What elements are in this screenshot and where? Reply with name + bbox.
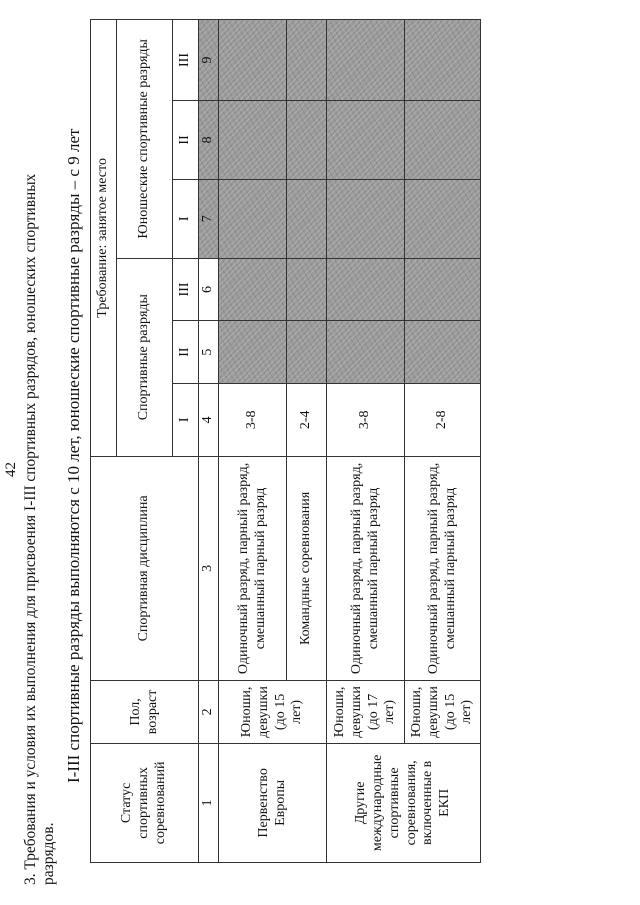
gender-age-cell xyxy=(405,681,481,744)
rank-I-cell: 2-4 xyxy=(287,383,327,456)
discipline-line: Одиночный разряд, парный разряд, xyxy=(235,462,251,675)
shaded-cell xyxy=(327,258,405,321)
shaded-cell xyxy=(327,179,405,258)
subtitle: I-III спортивные разряды выполняются с 10 лет, юношеские спортивные разряды – с 9 лет xyxy=(64,128,83,783)
gender-age-line: (до 15 лет) xyxy=(272,693,305,731)
rank-header: III xyxy=(173,258,199,321)
shaded-cell xyxy=(219,20,287,101)
discipline-cell xyxy=(405,456,481,680)
column-number: 6 xyxy=(199,258,219,321)
header-discipline: Спортивная дисциплина xyxy=(91,456,199,680)
status-cell: Другие международные спортивные соревнования, включенные в ЕКП xyxy=(327,743,481,862)
discipline-line: Одиночный разряд, парный разряд, xyxy=(425,462,441,675)
gender-age-line: девушки xyxy=(255,686,271,738)
header-youth-ranks: Юношеские спортивные разряды xyxy=(117,20,173,259)
gender-age-cell xyxy=(327,681,405,744)
discipline-cell xyxy=(219,456,287,680)
discipline-line: смешанный парный разряд xyxy=(252,487,268,650)
shaded-cell xyxy=(327,100,405,179)
shaded-cell xyxy=(219,258,287,321)
shaded-cell xyxy=(287,258,327,321)
rank-header: I xyxy=(173,383,199,456)
table-row xyxy=(405,20,481,863)
heading-line-1: 3. Требования и условия их выполнения для присвоения I-III спортивных разрядов, юношеских спортивных xyxy=(22,173,39,885)
discipline-cell: Командные соревнования xyxy=(287,456,327,680)
status-cell: Первенство Европы xyxy=(219,743,327,862)
gender-age-cell xyxy=(219,681,327,744)
column-number: 9 xyxy=(199,20,219,101)
header-gender-age: Пол, возраст xyxy=(91,681,199,744)
gender-age-line: (до 17 лет) xyxy=(365,693,398,731)
gender-age-line: (до 15 лет) xyxy=(442,693,475,731)
shaded-cell xyxy=(219,100,287,179)
column-number: 8 xyxy=(199,100,219,179)
column-number: 5 xyxy=(199,321,219,384)
shaded-cell xyxy=(405,100,481,179)
shaded-cell xyxy=(327,321,405,384)
shaded-cell xyxy=(287,179,327,258)
shaded-cell xyxy=(405,258,481,321)
gender-age-line: Юноши, xyxy=(408,686,424,738)
rank-header: III xyxy=(173,20,199,101)
column-number: 3 xyxy=(199,456,219,680)
gender-age-line: Юноши, xyxy=(331,686,347,738)
rank-header: II xyxy=(173,100,199,179)
table-row xyxy=(327,20,405,863)
column-number: 1 xyxy=(199,743,219,862)
column-number: 2 xyxy=(199,681,219,744)
shaded-cell xyxy=(287,321,327,384)
discipline-line: смешанный парный разряд xyxy=(365,487,381,650)
requirements-table xyxy=(90,19,481,863)
column-number: 4 xyxy=(199,383,219,456)
discipline-line: Одиночный разряд, парный разряд, xyxy=(348,462,364,675)
shaded-cell xyxy=(327,20,405,101)
gender-age-line: девушки xyxy=(348,686,364,738)
shaded-cell xyxy=(287,100,327,179)
discipline-cell xyxy=(327,456,405,680)
rank-header: II xyxy=(173,321,199,384)
discipline-line: смешанный парный разряд xyxy=(442,487,458,650)
shaded-cell xyxy=(219,321,287,384)
shaded-cell xyxy=(405,179,481,258)
rank-I-cell: 2-8 xyxy=(405,383,481,456)
rank-I-cell: 3-8 xyxy=(219,383,287,456)
table-row xyxy=(219,20,287,863)
header-sport-ranks: Спортивные разряды xyxy=(117,258,173,456)
rank-header: I xyxy=(173,179,199,258)
shaded-cell xyxy=(405,321,481,384)
shaded-cell xyxy=(405,20,481,101)
column-number: 7 xyxy=(199,179,219,258)
shaded-cell xyxy=(219,179,287,258)
heading-line-2: разрядов. xyxy=(40,822,57,885)
header-requirement: Требование: занятое место xyxy=(91,20,117,457)
gender-age-line: девушки xyxy=(425,686,441,738)
shaded-cell xyxy=(287,20,327,101)
gender-age-line: Юноши, xyxy=(238,686,254,738)
header-status: Статус спортивных соревнований xyxy=(91,743,199,862)
page-number: 42 xyxy=(3,462,19,477)
rank-I-cell: 3-8 xyxy=(327,383,405,456)
